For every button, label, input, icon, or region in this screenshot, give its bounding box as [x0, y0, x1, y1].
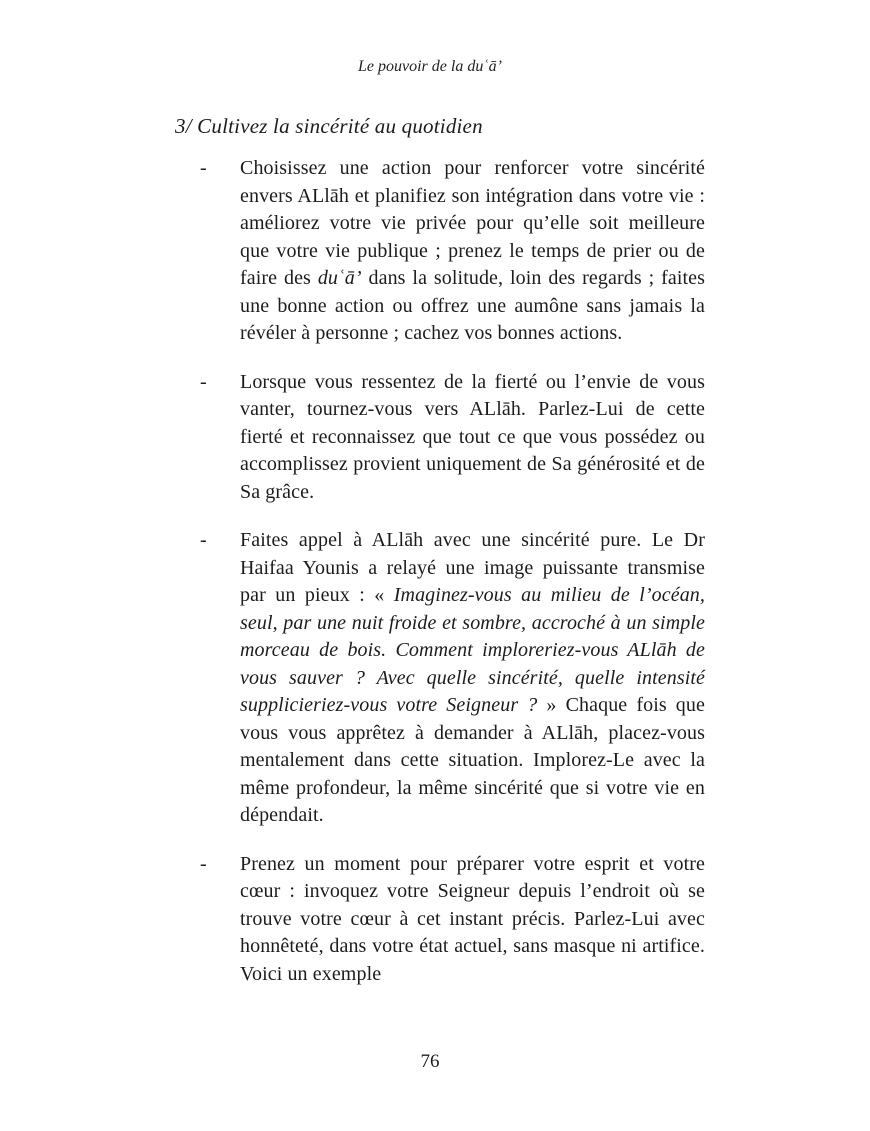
paragraph	[240, 851, 705, 989]
text-segment: Prenez un moment pour préparer votre esprit et votre cœur : invoquez votre Seigneur depuis l’endroit où se trouve votre cœur à cet instant précis. Parlez-Lui avec honnêteté, dans votre état actuel, sans masque ni artifice. Voici un exemple	[240, 852, 705, 985]
paragraph	[240, 369, 705, 507]
bullet-marker: -	[200, 157, 207, 179]
list-item	[200, 851, 705, 989]
text-segment-italic: Imaginez-vous au milieu de l’océan, seul, par une nuit froide et sombre, accroché à un simple morceau de bois. Comment imploreriez-vous ALlāh de vous sauver ? Avec quelle sincérité, quelle intensité supplicieriez-vous votre Seigneur ?	[240, 584, 705, 716]
page-number: 76	[420, 1051, 440, 1072]
text-segment: Lorsque vous ressentez de la fierté ou l’envie de vous vanter, tournez-vous vers ALlāh. Parlez-Lui de cette fierté et reconnaissez que tout ce que vous possédez ou accomplissez provient uniquement de Sa générosité et de Sa grâce.	[240, 370, 705, 503]
paragraph	[240, 527, 705, 830]
text-segment: » Chaque fois que vous vous apprêtez à demander à ALlāh, placez-vous mentalement dans cette situation. Implorez-Le avec la même profondeur, la même sincérité que si votre vie en dépendait.	[240, 694, 705, 826]
text-segment: dans la solitude, loin des regards ; faites une bonne action ou offrez une aumône sans jamais la révéler à personne ; cachez vos bonnes actions.	[240, 267, 705, 344]
bullet-marker: -	[200, 370, 207, 393]
text-segment: Choisissez une action pour renforcer votre sincérité envers ALlāh et planifiez son intégration dans votre vie : améliorez votre vie privée pour qu’elle soit meilleure que votre vie publique ; prenez le temps de prier ou de faire des	[240, 157, 705, 289]
bullet-marker: -	[200, 852, 207, 875]
paragraph	[240, 155, 705, 348]
text-segment-italic: duʿā’	[317, 267, 362, 289]
bullet-list	[200, 155, 705, 1009]
list-item	[200, 527, 705, 830]
text-segment: Faites appel à ALlāh avec une sincérité pure. Le Dr Haifaa Younis a relayé une image puissante transmise par un pieux : «	[240, 529, 705, 606]
list-item	[200, 369, 705, 507]
list-item	[200, 155, 705, 348]
running-header: Le pouvoir de la duʿā’	[358, 58, 502, 75]
section-heading: 3/ Cultivez la sincérité au quotidien	[175, 114, 483, 138]
bullet-marker: -	[200, 529, 207, 551]
